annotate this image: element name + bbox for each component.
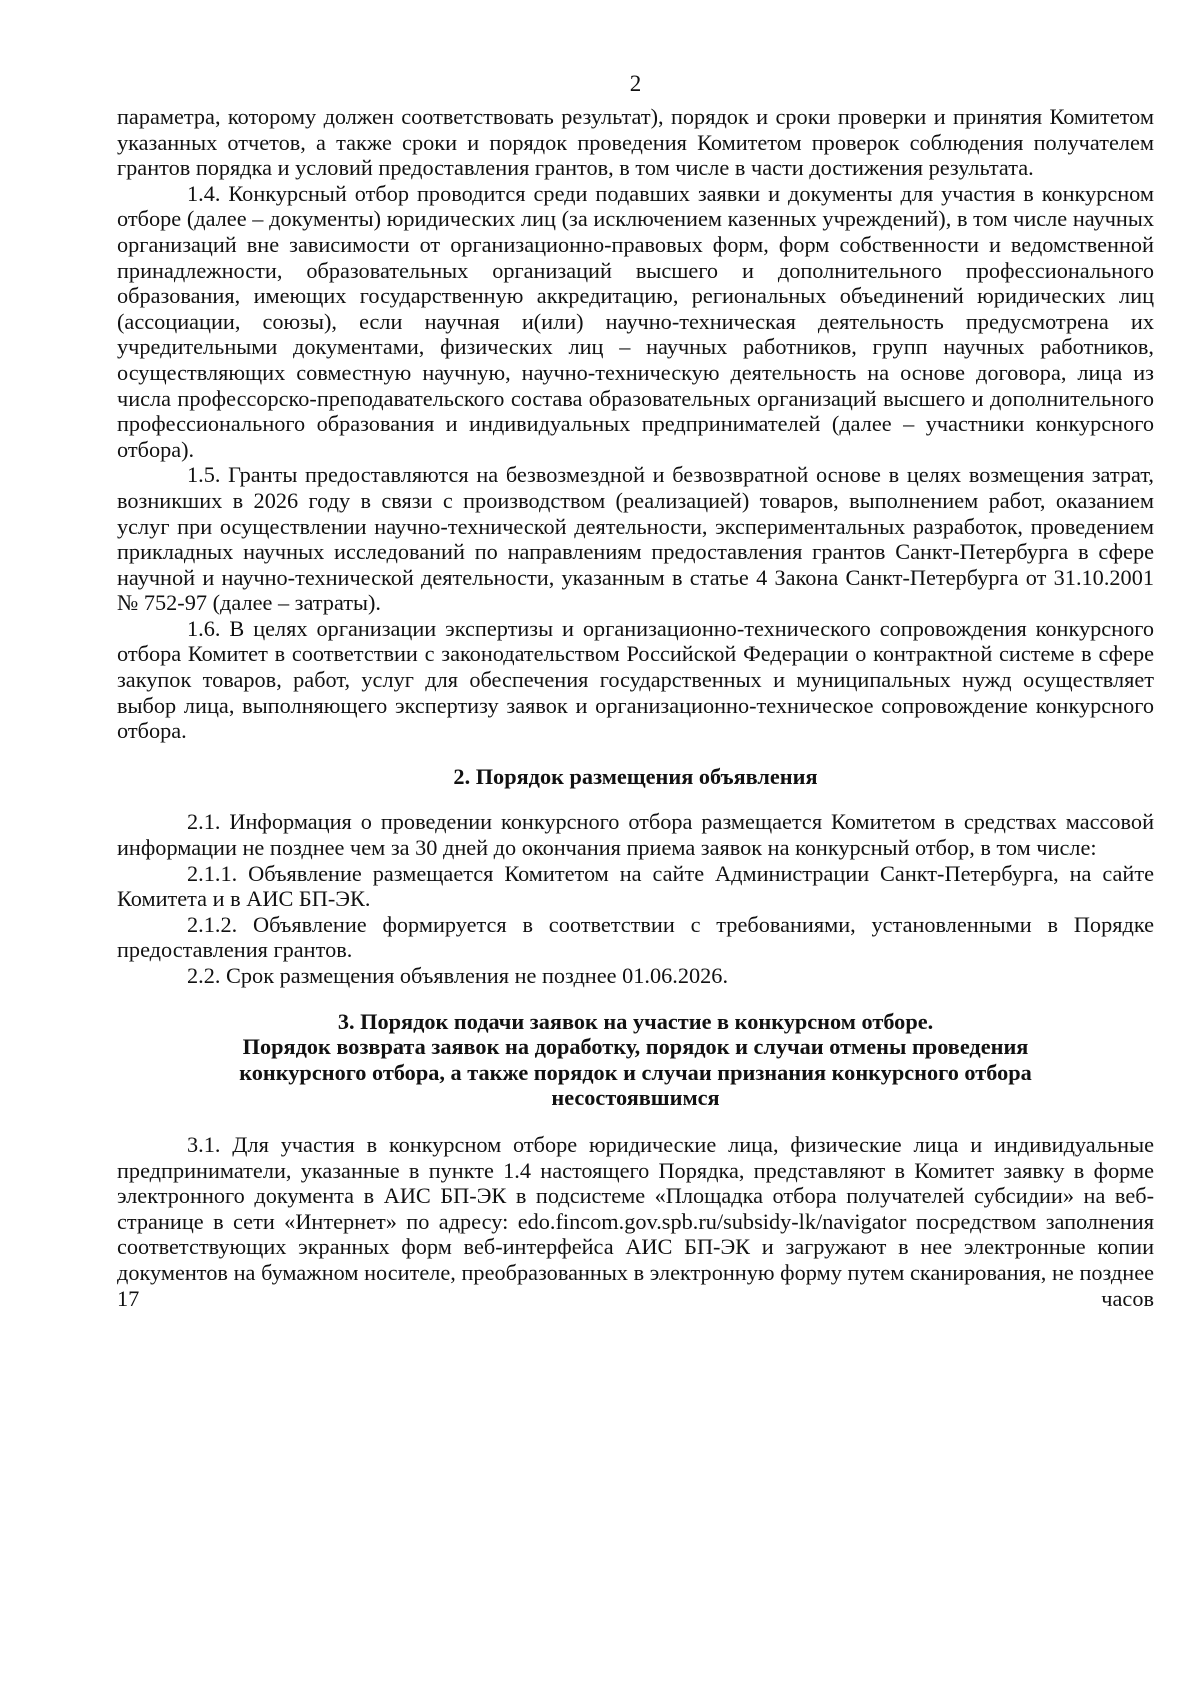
paragraph-1-6: 1.6. В целях организации экспертизы и организационно-технического сопровождения конкурсного отбора Комитет в соответствии с законодательством Российской Федерации о контрактной системе в сфере закупок товаров, работ, услуг для обеспечения государственных и муниципальных нужд осуществляет выбор лица, выполняющего экспертизу заявок и организационно-техническое сопровождение конкурсного отбора.: [117, 615, 1154, 744]
paragraph-2-1: 2.1. Информация о проведении конкурсного отбора размещается Комитетом в средствах массовой информации не позднее чем за 30 дней до окончания приема заявок на конкурсный отбор, в том числе:: [117, 809, 1154, 861]
section-3-heading-line: 3. Порядок подачи заявок на участие в конкурсном отборе.: [337, 1008, 934, 1034]
paragraph-2-1-2: 2.1.2. Объявление формируется в соответствии с требованиями, установленными в Порядке предоставления грантов.: [117, 911, 1154, 963]
section-3-heading: [117, 1009, 1154, 1111]
paragraph-1-3-continuation: параметра, которому должен соответствовать результат), порядок и сроки проверки и принятия Комитетом указанных отчетов, а также сроки и порядок проведения Комитетом проверок соблюдения получателем грантов порядка и условий предоставления грантов, в том числе в части достижения результата.: [117, 104, 1154, 181]
paragraph-2-1-1: 2.1.1. Объявление размещается Комитетом на сайте Администрации Санкт-Петербурга, на сайте Комитета и в АИС БП-ЭК.: [117, 860, 1154, 912]
page-number: 2: [629, 71, 642, 96]
paragraph-2-2: 2.2. Срок размещения объявления не позднее 01.06.2026.: [187, 963, 729, 988]
section-3-heading-line: Порядок возврата заявок на доработку, порядок и случаи отмены проведения: [242, 1034, 1029, 1060]
section-3-heading-line: конкурсного отбора, а также порядок и случаи признания конкурсного отбора: [239, 1059, 1032, 1085]
section-2-heading: 2. Порядок размещения объявления: [453, 763, 818, 789]
section-3-heading-line: несостоявшимся: [551, 1085, 720, 1111]
paragraph-3-1: 3.1. Для участия в конкурсном отборе юридические лица, физические лица и индивидуальные предприниматели, указанные в пункте 1.4 настоящего Порядка, представляют в Комитет заявку в форме электронного документа в АИС БП-ЭК в подсистеме «Площадка отбора получателей субсидии» на веб-странице в сети «Интернет» по адресу: edo.fincom.gov.spb.ru/subsidy-lk/navigator посредством заполнения соответствующих экранных форм веб-интерфейса АИС БП-ЭК и загружают в нее электронные копии документов на бумажном носителе, преобразованных в электронную форму путем сканирования, не позднее 17 часов: [117, 1131, 1154, 1311]
document-page: [117, 70, 1154, 1311]
paragraph-1-4: 1.4. Конкурсный отбор проводится среди подавших заявки и документы для участия в конкурсном отборе (далее – документы) юридических лиц (за исключением казенных учреждений), в том числе научных организаций вне зависимости от организационно-правовых форм, форм собственности и ведомственной принадлежности, образовательных организаций высшего и дополнительного профессионального образования, имеющих государственную аккредитацию, региональных объединений юридических лиц (ассоциации, союзы), если научная и(или) научно-техническая деятельность предусмотрена их учредительными документами, физических лиц – научных работников, групп научных работников, осуществляющих совместную научную, научно-техническую деятельность на основе договора, лица из числа профессорско-преподавательского состава образовательных организаций высшего и дополнительного профессионального образования и индивидуальных предпринимателей (далее – участники конкурсного отбора).: [117, 180, 1154, 462]
paragraph-1-5: 1.5. Гранты предоставляются на безвозмездной и безвозвратной основе в целях возмещения затрат, возникших в 2026 году в связи с производством (реализацией) товаров, выполнением работ, оказанием услуг при осуществлении научно-технической деятельности, экспериментальных разработок, проведением прикладных научных исследований по направлениям предоставления грантов Санкт-Петербурга в сфере научной и научно-технической деятельности, указанным в статье 4 Закона Санкт-Петербурга от 31.10.2001 № 752-97 (далее – затраты).: [117, 462, 1154, 616]
